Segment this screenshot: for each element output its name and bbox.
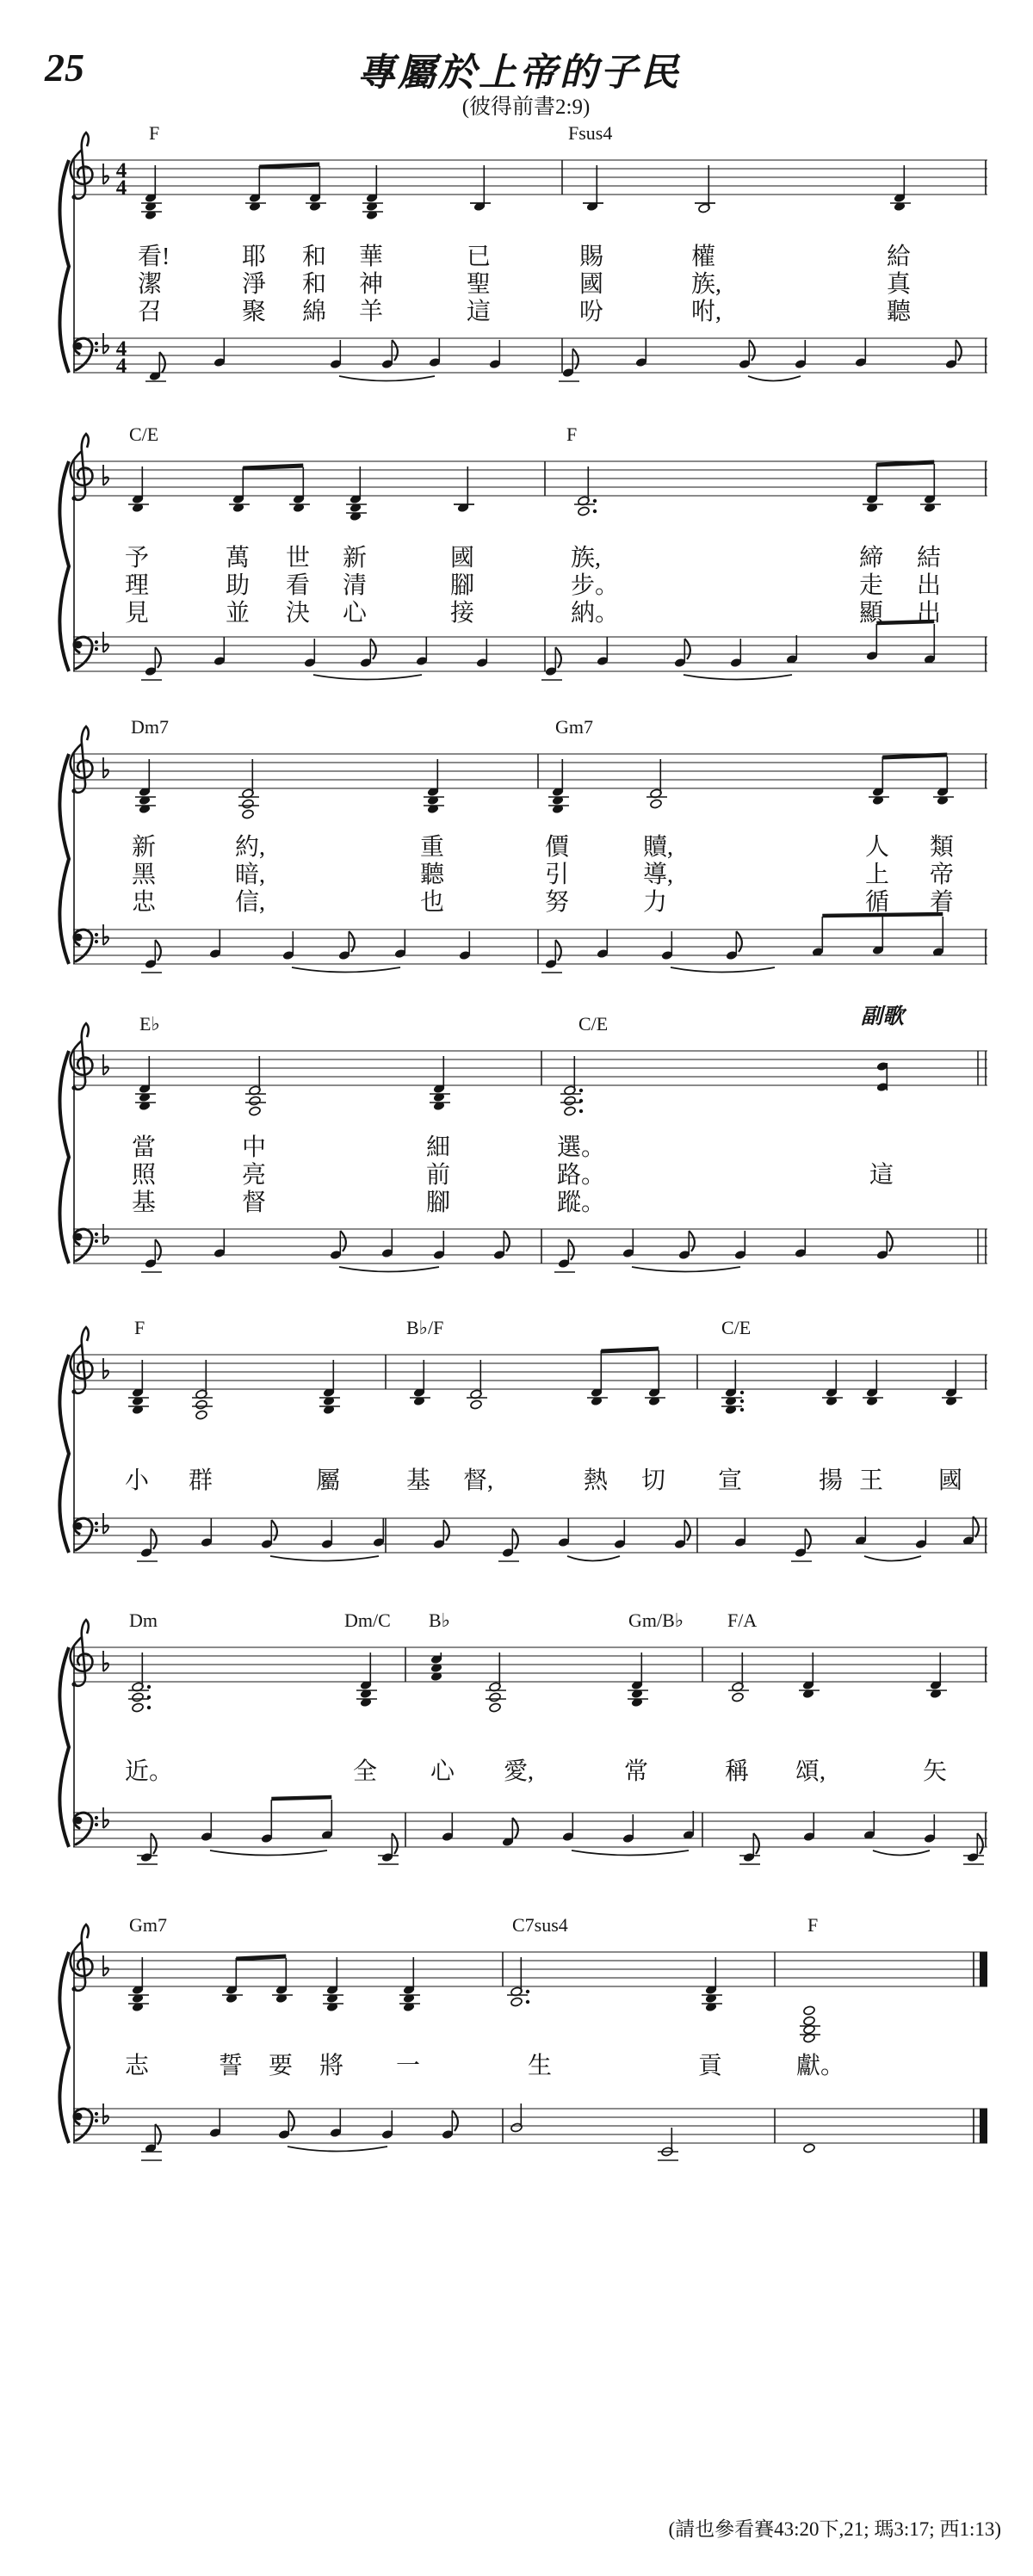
lyric-syllable: 頌, <box>795 1758 826 1785</box>
lyric-syllable: 給 <box>887 244 912 270</box>
beam <box>876 462 934 465</box>
lyric-syllable: 心 <box>343 600 368 627</box>
chord-label: Gm7 <box>129 1914 167 1936</box>
note-head <box>489 1702 501 1713</box>
time-signature: 4 <box>115 176 127 200</box>
time-signature: 4 <box>115 337 127 361</box>
flat-sign-icon <box>103 1513 108 1534</box>
lyric-syllable: 稱 <box>725 1758 750 1785</box>
chord-label: C/E <box>721 1317 752 1338</box>
beam <box>243 466 303 468</box>
augmentation-dot <box>147 1685 151 1689</box>
flat-sign-icon <box>103 1807 108 1828</box>
bass-clef-icon <box>95 1529 98 1532</box>
lyric-syllable: 看 <box>286 572 311 599</box>
bass-clef-icon <box>75 343 83 350</box>
eighth-flag <box>887 1231 893 1251</box>
flat-sign-icon <box>103 757 108 778</box>
lyric-syllable: 理 <box>125 572 150 599</box>
slur <box>671 967 775 973</box>
eighth-flag <box>805 1529 811 1549</box>
lyric-syllable: 出 <box>917 600 942 627</box>
lyric-syllable: 權 <box>691 244 716 270</box>
bass-clef-icon <box>75 934 83 942</box>
lyric-syllable: 締 <box>859 545 884 571</box>
lyric-syllable: 淨 <box>242 271 267 298</box>
chord-label: C/E <box>578 1013 609 1035</box>
augmentation-dot <box>740 1391 744 1394</box>
treble-clef-icon <box>71 1085 76 1090</box>
slur <box>873 1850 930 1856</box>
lyric-syllable: 綿 <box>302 299 327 325</box>
bass-clef-icon <box>95 1232 98 1236</box>
treble-clef-icon <box>71 1986 76 1991</box>
lyric-syllable: 小 <box>125 1467 150 1494</box>
lyric-syllable: 潔 <box>138 271 163 298</box>
chord-label: Dm/C <box>344 1609 391 1631</box>
lyric-syllable: 帝 <box>930 862 955 888</box>
lyric-syllable: 召 <box>138 299 163 325</box>
lyric-syllable: 屬 <box>316 1467 341 1494</box>
lyric-syllable: 選。 <box>557 1134 606 1161</box>
music-system <box>0 122 1033 387</box>
system-brace <box>59 754 69 964</box>
flat-sign-icon <box>103 465 108 485</box>
augmentation-dot <box>526 1990 529 1993</box>
lyric-syllable: 中 <box>242 1134 267 1161</box>
beam <box>882 755 947 757</box>
lyric-syllable: 努 <box>545 889 570 916</box>
eighth-flag <box>288 2110 294 2131</box>
note-head <box>195 1399 207 1410</box>
chord-label: B♭/F <box>406 1317 444 1338</box>
lyric-syllable: 吩 <box>579 299 604 325</box>
lyric-syllable: 將 <box>319 2053 344 2079</box>
lyric-syllable: 路。 <box>557 1162 606 1189</box>
lyric-syllable: 暗, <box>235 862 266 888</box>
bass-clef-icon <box>75 1233 83 1241</box>
bass-clef-icon <box>95 342 98 345</box>
lyric-syllable: 咐, <box>691 299 722 325</box>
bass-clef-icon <box>95 2112 98 2116</box>
lyric-syllable: 新 <box>343 545 368 571</box>
lyric-syllable: 約, <box>235 834 266 861</box>
lyric-syllable: 耶 <box>242 244 267 270</box>
eighth-flag <box>340 1231 346 1251</box>
note-head <box>510 1997 523 2007</box>
lyric-syllable: 也 <box>420 889 445 916</box>
lyric-syllable: 真 <box>887 271 912 298</box>
lyric-syllable: 全 <box>353 1758 378 1785</box>
system-brace <box>59 1051 69 1263</box>
slur <box>632 1267 740 1272</box>
lyric-syllable: 獻。 <box>796 2053 845 2079</box>
eighth-flag <box>151 1529 157 1549</box>
music-system <box>0 1005 1033 1278</box>
lyric-syllable: 羊 <box>359 299 384 325</box>
lyric-syllable: 亮 <box>242 1162 267 1189</box>
music-system <box>0 1914 1033 2179</box>
augmentation-dot <box>740 1408 744 1412</box>
eighth-flag <box>684 1520 690 1541</box>
lyric-syllable: 世 <box>286 545 311 571</box>
eighth-flag <box>392 340 398 361</box>
staff-notation <box>0 1324 1033 1582</box>
footnote: (請也參看賽43:20下,21; 瑪3:17; 西1:13) <box>668 2518 1001 2540</box>
staff-notation <box>0 1616 1033 1875</box>
lyric-syllable: 前 <box>426 1162 451 1189</box>
note-head <box>249 1106 261 1116</box>
lyric-syllable: 新 <box>132 834 157 861</box>
lyric-syllable: 揚 <box>819 1467 844 1494</box>
final-barline <box>980 1952 987 1986</box>
eighth-flag <box>749 340 755 361</box>
scripture-reference: (彼得前書2:9) <box>461 96 591 119</box>
system-brace <box>59 1952 69 2143</box>
augmentation-dot <box>147 1706 151 1709</box>
lyric-syllable: 力 <box>643 889 668 916</box>
augmentation-dot <box>526 2000 529 2004</box>
music-system <box>0 1609 1033 1875</box>
lyric-syllable: 國 <box>579 271 604 298</box>
lyric-syllable: 愛, <box>504 1758 535 1785</box>
chord-label: Dm <box>129 1609 158 1631</box>
eighth-flag <box>956 340 962 361</box>
lyric-syllable: 助 <box>226 572 251 599</box>
chord-label: Gm/B♭ <box>628 1609 684 1631</box>
lyric-syllable: 引 <box>545 862 570 888</box>
music-system <box>0 1317 1033 1582</box>
lyric-syllable: 心 <box>430 1758 455 1785</box>
eighth-flag <box>155 940 161 961</box>
augmentation-dot <box>579 1109 583 1113</box>
lyric-syllable: 結 <box>917 545 942 571</box>
bass-clef-icon <box>95 349 98 352</box>
lyric-syllable: 國 <box>450 545 475 571</box>
chord-label: F <box>149 122 160 144</box>
music-system <box>0 716 1033 981</box>
system-brace <box>59 1647 69 1847</box>
lyric-syllable: 納。 <box>571 600 620 627</box>
flat-sign-icon <box>103 2103 108 2124</box>
eighth-flag <box>736 931 742 952</box>
bass-clef-icon <box>95 940 98 943</box>
bass-clef-icon <box>95 1522 98 1525</box>
flat-sign-icon <box>103 1651 108 1671</box>
lyric-syllable: 族, <box>571 545 602 571</box>
note-head <box>650 799 662 809</box>
lyric-syllable: 常 <box>624 1758 649 1785</box>
lyric-syllable: 聽 <box>420 862 445 888</box>
lyric-syllable: 上 <box>865 862 890 888</box>
note-head <box>195 1410 207 1420</box>
note-head <box>803 2005 815 2016</box>
chord-label: Fsus4 <box>568 122 613 144</box>
chord-label: F <box>566 423 578 445</box>
note-head <box>564 1106 576 1116</box>
lyric-syllable: 貢 <box>698 2053 723 2079</box>
lyric-syllable: 宣 <box>718 1467 743 1494</box>
lyric-syllable: 顯 <box>859 600 884 627</box>
flat-sign-icon <box>103 164 108 184</box>
lyric-syllable: 忠 <box>132 889 157 916</box>
augmentation-dot <box>740 1399 744 1403</box>
lyric-syllable: 一 <box>396 2053 421 2079</box>
eighth-flag <box>155 1239 161 1260</box>
lyric-syllable: 走 <box>859 572 884 599</box>
eighth-flag <box>452 2110 458 2131</box>
system-brace <box>59 160 69 373</box>
note-head <box>803 2016 815 2026</box>
augmentation-dot <box>147 1696 151 1699</box>
lyric-syllable: 已 <box>467 244 492 270</box>
beam <box>271 1797 331 1799</box>
beam <box>236 1956 286 1959</box>
treble-clef-icon <box>71 1389 76 1393</box>
lyric-syllable: 清 <box>343 572 368 599</box>
flat-sign-icon <box>103 1054 108 1075</box>
slur <box>313 675 422 680</box>
slur <box>339 376 435 381</box>
slur <box>748 376 801 381</box>
lyric-syllable: 萬 <box>226 545 251 571</box>
lyric-syllable: 見 <box>125 600 150 627</box>
eighth-flag <box>271 1520 277 1541</box>
note-head <box>578 506 590 516</box>
slur <box>339 1267 439 1272</box>
flat-sign-icon <box>103 1224 108 1245</box>
eighth-flag <box>392 1833 398 1854</box>
bass-clef-icon <box>95 647 98 651</box>
eighth-flag <box>349 931 355 952</box>
flat-sign-icon <box>103 1955 108 1976</box>
chord-label: Dm7 <box>131 716 169 738</box>
lyric-syllable: 聽 <box>887 299 912 325</box>
beam <box>601 1349 659 1351</box>
lyric-syllable: 循 <box>865 889 890 916</box>
lyric-syllable: 志 <box>125 2053 150 2079</box>
bass-clef-icon <box>95 933 98 936</box>
lyric-syllable: 信, <box>235 889 266 916</box>
lyric-syllable: 聖 <box>467 271 492 298</box>
note-head <box>242 809 254 819</box>
eighth-flag <box>443 1520 449 1541</box>
system-brace <box>59 1355 69 1553</box>
lyric-syllable: 基 <box>406 1467 431 1494</box>
time-signature: 4 <box>115 355 127 378</box>
augmentation-dot <box>579 1099 583 1103</box>
flat-sign-icon <box>103 924 108 945</box>
chord-label: B♭ <box>429 1609 451 1631</box>
note-head <box>489 1692 501 1702</box>
eighth-flag <box>370 639 376 659</box>
slur <box>864 1556 921 1561</box>
lyric-syllable: 王 <box>859 1467 884 1494</box>
lyric-syllable: 生 <box>528 2053 553 2079</box>
slur <box>684 675 792 680</box>
lyric-syllable: 出 <box>917 572 942 599</box>
chord-label: C7sus4 <box>512 1914 568 1936</box>
eighth-flag <box>504 1231 510 1251</box>
page-number: 25 <box>45 46 84 90</box>
lyric-syllable: 國 <box>938 1467 963 1494</box>
eighth-flag <box>555 647 561 668</box>
flat-sign-icon <box>103 333 108 354</box>
augmentation-dot <box>593 499 597 503</box>
chord-label: E♭ <box>139 1013 160 1035</box>
lyric-syllable: 人 <box>865 834 890 861</box>
lyric-syllable: 蹤。 <box>557 1189 606 1216</box>
lyric-syllable: 這 <box>467 299 492 325</box>
eighth-flag <box>689 1231 695 1251</box>
eighth-flag <box>684 639 690 659</box>
lyric-syllable: 賜 <box>579 244 604 270</box>
slur <box>567 1556 620 1561</box>
system-brace <box>59 461 69 671</box>
lyric-syllable: 並 <box>226 600 251 627</box>
lyric-syllable: 神 <box>359 271 384 298</box>
lyric-syllable: 和 <box>302 244 327 270</box>
lyric-syllable: 價 <box>545 834 570 861</box>
note-head <box>470 1399 482 1410</box>
lyric-syllable: 重 <box>420 834 445 861</box>
treble-clef-icon <box>71 195 76 199</box>
bass-clef-icon <box>95 1239 98 1243</box>
chord-label: F <box>134 1317 145 1338</box>
note-head <box>132 1692 144 1702</box>
lyric-syllable: 這 <box>869 1162 894 1189</box>
chord-label: F/A <box>727 1609 758 1631</box>
bass-clef-icon <box>75 1817 83 1825</box>
lyric-syllable: 當 <box>132 1134 157 1161</box>
lyric-syllable: 近。 <box>125 1758 174 1785</box>
lyric-syllable: 類 <box>930 834 955 861</box>
note-head <box>564 1096 576 1106</box>
slur <box>270 1556 379 1561</box>
augmentation-dot <box>579 1089 583 1092</box>
music-system <box>0 423 1033 689</box>
eighth-flag <box>512 1529 518 1549</box>
bass-clef-icon <box>95 1816 98 1819</box>
slur <box>292 967 400 973</box>
lyric-syllable: 腳 <box>426 1189 451 1216</box>
lyric-syllable: 和 <box>302 271 327 298</box>
eighth-flag <box>572 349 578 369</box>
lyric-syllable: 予 <box>125 545 150 571</box>
lyric-syllable: 聚 <box>242 299 267 325</box>
lyric-syllable: 黑 <box>132 862 157 888</box>
lyric-syllable: 群 <box>189 1467 213 1494</box>
lyric-syllable: 督 <box>242 1189 267 1216</box>
eighth-flag <box>753 1833 759 1854</box>
slur <box>288 2147 387 2152</box>
flat-sign-icon <box>103 632 108 652</box>
lyric-syllable: 督, <box>463 1467 494 1494</box>
treble-clef-icon <box>71 1682 76 1686</box>
note-head <box>242 799 254 809</box>
treble-clef-icon <box>71 788 76 793</box>
staff-notation <box>0 1921 1033 2179</box>
bass-clef-icon <box>75 1523 83 1530</box>
chorus-marker: 副歌 <box>861 1005 905 1029</box>
lyric-syllable: 基 <box>132 1189 157 1216</box>
lyric-syllable: 接 <box>450 600 475 627</box>
note-head <box>732 1692 744 1702</box>
lyric-syllable: 切 <box>641 1467 666 1494</box>
eighth-flag <box>977 1833 983 1854</box>
time-signature: 4 <box>115 159 127 182</box>
slur <box>210 1850 327 1856</box>
lyric-syllable: 決 <box>286 600 311 627</box>
bass-clef-icon <box>95 640 98 644</box>
slur <box>572 1850 689 1856</box>
augmentation-dot <box>593 510 597 513</box>
lyric-syllable: 着 <box>930 889 955 916</box>
bass-clef-icon <box>95 1823 98 1826</box>
eighth-flag <box>155 647 161 668</box>
lyric-syllable: 矢 <box>923 1758 948 1785</box>
song-title: 專屬於上帝的子民 <box>357 52 681 94</box>
beam <box>259 164 319 167</box>
chord-label: C/E <box>129 423 159 445</box>
lyric-syllable: 導, <box>643 862 674 888</box>
chord-label: Gm7 <box>555 716 593 738</box>
lyric-syllable: 照 <box>132 1162 157 1189</box>
treble-clef-icon <box>71 496 76 500</box>
lyric-syllable: 贖, <box>643 834 674 861</box>
bass-clef-icon <box>75 641 83 649</box>
lyric-syllable: 看! <box>138 244 170 270</box>
lyric-syllable: 族, <box>691 271 722 298</box>
lyric-syllable: 細 <box>426 1134 451 1161</box>
lyric-syllable: 腳 <box>450 572 475 599</box>
note-head <box>803 2143 815 2153</box>
eighth-flag <box>151 1833 157 1854</box>
chord-label: F <box>807 1914 819 1936</box>
note-head <box>132 1702 144 1713</box>
bass-clef-icon <box>75 2113 83 2121</box>
eighth-flag <box>568 1239 574 1260</box>
lyric-syllable: 步。 <box>571 572 620 599</box>
lyric-syllable: 誓 <box>219 2053 244 2079</box>
eighth-flag <box>555 940 561 961</box>
lyric-syllable: 華 <box>359 244 384 270</box>
lyric-syllable: 要 <box>269 2053 294 2079</box>
final-barline <box>980 2109 987 2143</box>
flat-sign-icon <box>103 1358 108 1379</box>
note-head <box>249 1096 261 1106</box>
bass-clef-icon <box>95 2119 98 2122</box>
lyric-syllable: 熱 <box>584 1467 609 1494</box>
